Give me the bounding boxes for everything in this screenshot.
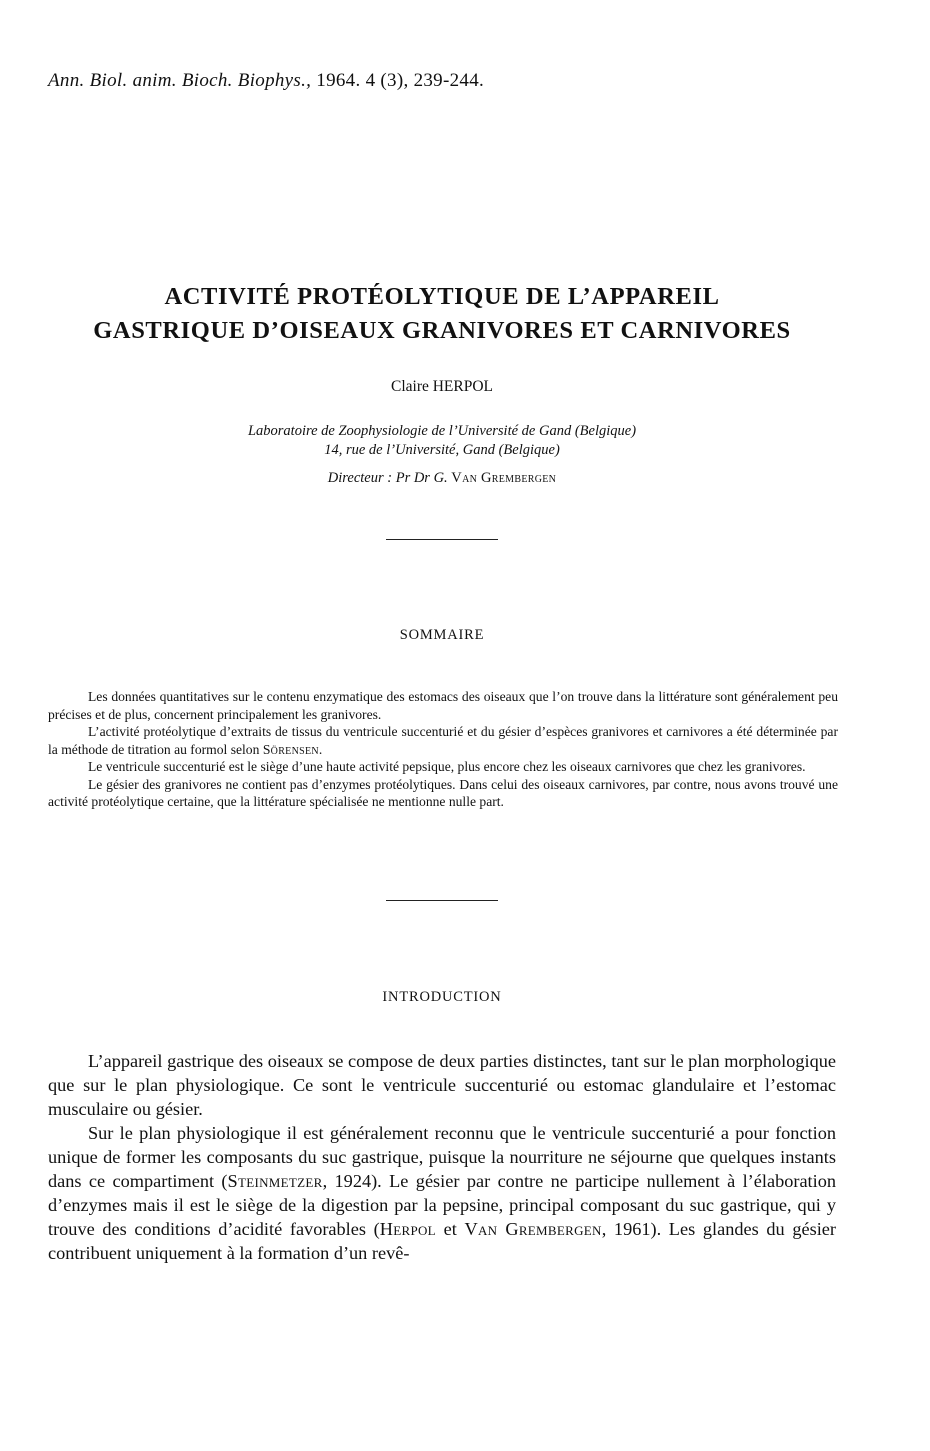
section-divider: [386, 539, 498, 540]
body-paragraph: [48, 1121, 836, 1265]
body-text: Sur le plan physiologique il est généralement reconnu que le ventricule succenturié a pour fonction unique de former les composants du suc gastrique, puisque la nourriture ne séjourne que quelques instants dans ce compartiment (: [48, 1123, 836, 1191]
journal-citation: [48, 70, 484, 92]
abstract-paragraph: Le gésier des granivores ne contient pas d’enzymes protéolytiques. Dans celui des oiseaux carnivores, par contre, nous avons trouvé une activité protéolytique certaine, que la littérature spécialisée ne mentionne nulle part.: [48, 776, 838, 809]
body-text: , 1961). Les glandes du gésier contribuent uniquement à la formation d’un revê-: [48, 1219, 836, 1263]
abstract-paragraph: Les données quantitatives sur le contenu enzymatique des estomacs des oiseaux que l’on trouve dans la littérature sont généralement peu précises et de plus, concernent principalement les granivores.: [48, 689, 838, 722]
director-line: [0, 470, 884, 487]
abstract-paragraph: [48, 723, 838, 758]
title-line-2: GASTRIQUE D’OISEAUX GRANIVORES ET CARNIVORES: [93, 317, 791, 344]
section-divider: [386, 900, 498, 901]
director-label: Directeur : Pr Dr G.: [327, 470, 448, 486]
affiliation-line-2: 14, rue de l’Université, Gand (Belgique): [324, 442, 560, 458]
abstract: [48, 688, 838, 811]
citation-author: Sörensen.: [262, 741, 323, 757]
article-title: [0, 280, 884, 348]
author-affiliation: [0, 422, 884, 460]
abstract-paragraph: Le ventricule succenturié est le siège d’une haute activité pepsique, plus encore chez les oiseaux carnivores que chez les granivores.: [88, 759, 806, 774]
citation-author: Herpol: [379, 1219, 436, 1239]
journal-details: 1964. 4 (3), 239-244.: [316, 70, 485, 91]
director-name: Van Grembergen: [451, 470, 557, 486]
citation-author: Steinmetzer: [227, 1171, 323, 1191]
body-text: , 1924). Le gésier par contre ne participe nullement à l’élaboration d’enzymes mais il est le siège de la digestion par la pepsine, principal composant du suc gastrique, qui y trouve des conditions d’acidité favorables (: [48, 1171, 836, 1239]
body-text: et: [435, 1219, 465, 1239]
title-line-1: ACTIVITÉ PROTÉOLYTIQUE DE L’APPAREIL: [164, 283, 720, 310]
introduction-heading: INTRODUCTION: [382, 989, 502, 1005]
affiliation-line-1: Laboratoire de Zoophysiologie de l’Université de Gand (Belgique): [247, 423, 637, 439]
citation-author: Van Grembergen: [464, 1219, 602, 1239]
introduction-body: [48, 1049, 836, 1265]
body-paragraph: L’appareil gastrique des oiseaux se compose de deux parties distinctes, tant sur le plan morphologique que sur le plan physiologique. Ce sont le ventricule succenturié ou estomac glandulaire et l’estomac musculaire ou gésier.: [48, 1051, 836, 1119]
sommaire-heading: SOMMAIRE: [399, 627, 485, 643]
journal-name: Ann. Biol. anim. Bioch. Biophys.,: [48, 70, 312, 91]
abstract-text: L’activité protéolytique d’extraits de tissus du ventricule succenturié et du gésier d’espèces granivores et carnivores a été déterminée par la méthode de titration au formol selon: [48, 724, 838, 757]
author-name: Claire HERPOL: [390, 378, 494, 395]
